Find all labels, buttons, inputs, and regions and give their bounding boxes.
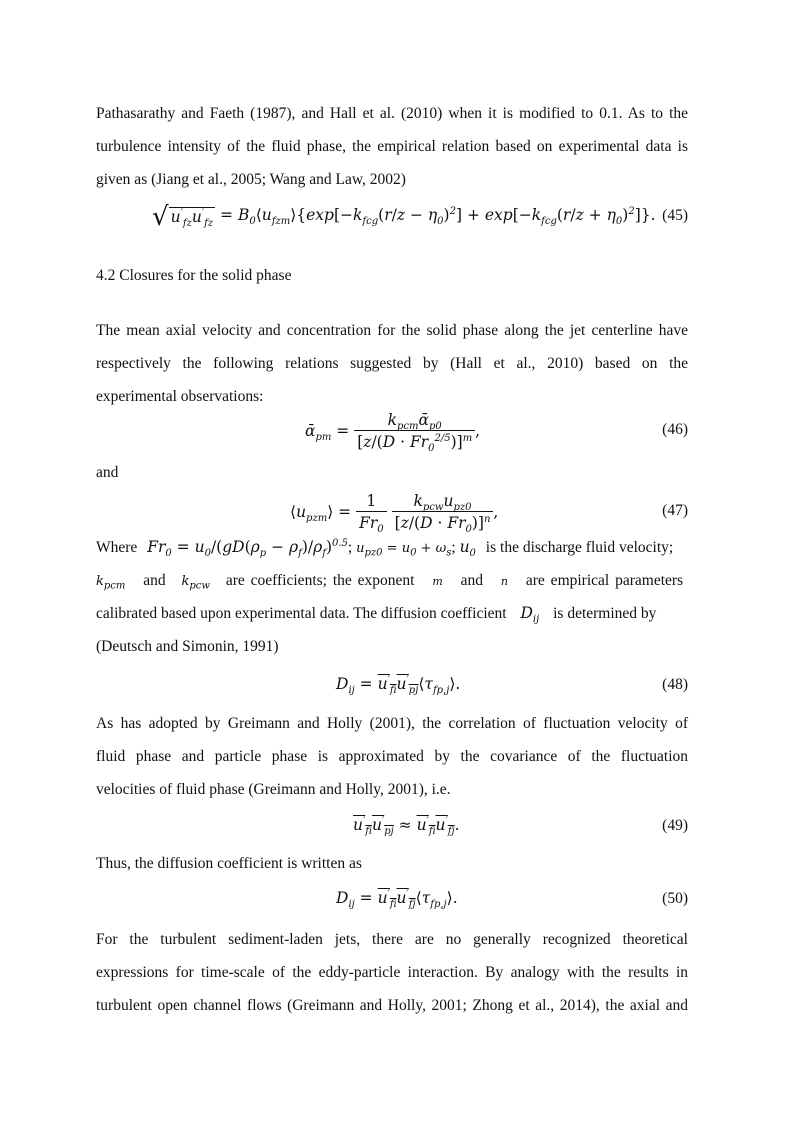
- text-line: (Deutsch and Simonin, 1991): [96, 638, 279, 655]
- text-line: $k_{pcm}$ and $k_{pcw}$ are coefficients; the exponent m and n are empirical parameters: [96, 572, 684, 592]
- text-line: turbulence intensity of the fluid phase, the empirical relation based on experimental data is: [96, 138, 688, 155]
- section-heading: 4.2 Closures for the solid phase: [96, 267, 292, 284]
- text-line: Thus, the diffusion coefficient is written as: [96, 855, 362, 872]
- text-line: Pathasarathy and Faeth (1987), and Hall et al. (2010) when it is modified to 0.1. As to the: [96, 105, 688, 122]
- equation-48: $D_{ij}$ = $u'_{fi}u'_{pj}⟨\tau_{fp,j}⟩$.: [336, 674, 461, 697]
- equation-number: (45): [662, 207, 688, 224]
- where-label: Where: [96, 539, 138, 556]
- text-line: calibrated based upon experimental data. The diffusion coefficient $D_{ij}$ is determined by: [96, 604, 657, 626]
- text-line: velocities of fluid phase (Greimann and Holly, 2001), i.e.: [96, 781, 451, 798]
- text-fragment: are empirical parameters: [525, 572, 684, 589]
- text-line: respectively the following relations suggested by (Hall et al., 2010) based on the: [96, 355, 688, 372]
- text-line: experimental observations:: [96, 388, 264, 405]
- text-fragment: are coefficients; the exponent: [225, 572, 415, 589]
- text-line: and: [96, 464, 119, 481]
- equation-number: (50): [662, 890, 688, 907]
- equation-47: $⟨u_{pzm}⟩$ = $\frac{1}{Fr_0}$ $\frac{k_{pcw}u_{pz0}}{[z/(D \cdot Fr_0)]^n}$ ,: [290, 492, 499, 536]
- text-fragment: is the discharge fluid velocity;: [485, 539, 674, 556]
- text-fragment: calibrated based upon experimental data. The diffusion coefficient: [96, 605, 507, 622]
- text-line: expressions for time-scale of the eddy-particle interaction. By analogy with the results in: [96, 964, 688, 981]
- equation-number: (47): [662, 502, 688, 519]
- text-line: given as (Jiang et al., 2005; Wang and Law, 2002): [96, 171, 406, 188]
- equation-46: ᾱ$_{pm}$ = $\frac{k_{pcm}ᾱ_{p0}}{[z/(D \cdot Fr_0^{2/5})]^m}$ ,: [305, 411, 481, 455]
- text-line: Where $Fr_0 = u_0/(gD(\rho_p - \rho_f)/\rho_f)^{0.5}$; $u_{pz0} = u_0 + \omega_s$; $u_0$ is the discharge fluid velocity;: [96, 537, 674, 560]
- equation-50: $D_{ij}$ = $u'_{fi}u'_{fj}⟨\tau_{fp,j}⟩$.: [336, 888, 458, 911]
- text-fragment: is determined by: [553, 605, 657, 622]
- text-line: As has adopted by Greimann and Holly (2001), the correlation of fluctuation velocity of: [96, 715, 688, 732]
- equation-number: (46): [662, 421, 688, 438]
- text-fragment: and: [460, 572, 484, 589]
- text-fragment: and: [143, 572, 166, 589]
- equation-number: (49): [662, 817, 688, 834]
- text-line: For the turbulent sediment-laden jets, there are no generally recognized theoretical: [96, 931, 688, 948]
- text-line: turbulent open channel flows (Greimann and Holly, 2001; Zhong et al., 2014), the axial and: [96, 997, 688, 1014]
- text-line: fluid phase and particle phase is approximated by the covariance of the fluctuation: [96, 748, 688, 765]
- equation-45: √ $u'_{fz}u'_{fz}$ = $B_0⟨u_{fzm}⟩\{\exp[-k_{fcg}(r/z - \eta_0)^2] + \exp[-k_{fcg}(r/z + \eta_0)^2]\}$.: [152, 201, 656, 232]
- text-line: The mean axial velocity and concentration for the solid phase along the jet centerline have: [96, 322, 688, 339]
- equation-number: (48): [662, 676, 688, 693]
- equation-49: $u'_{fi}u'_{pj} \approx u'_{fi}u'_{fj}$.: [353, 815, 460, 838]
